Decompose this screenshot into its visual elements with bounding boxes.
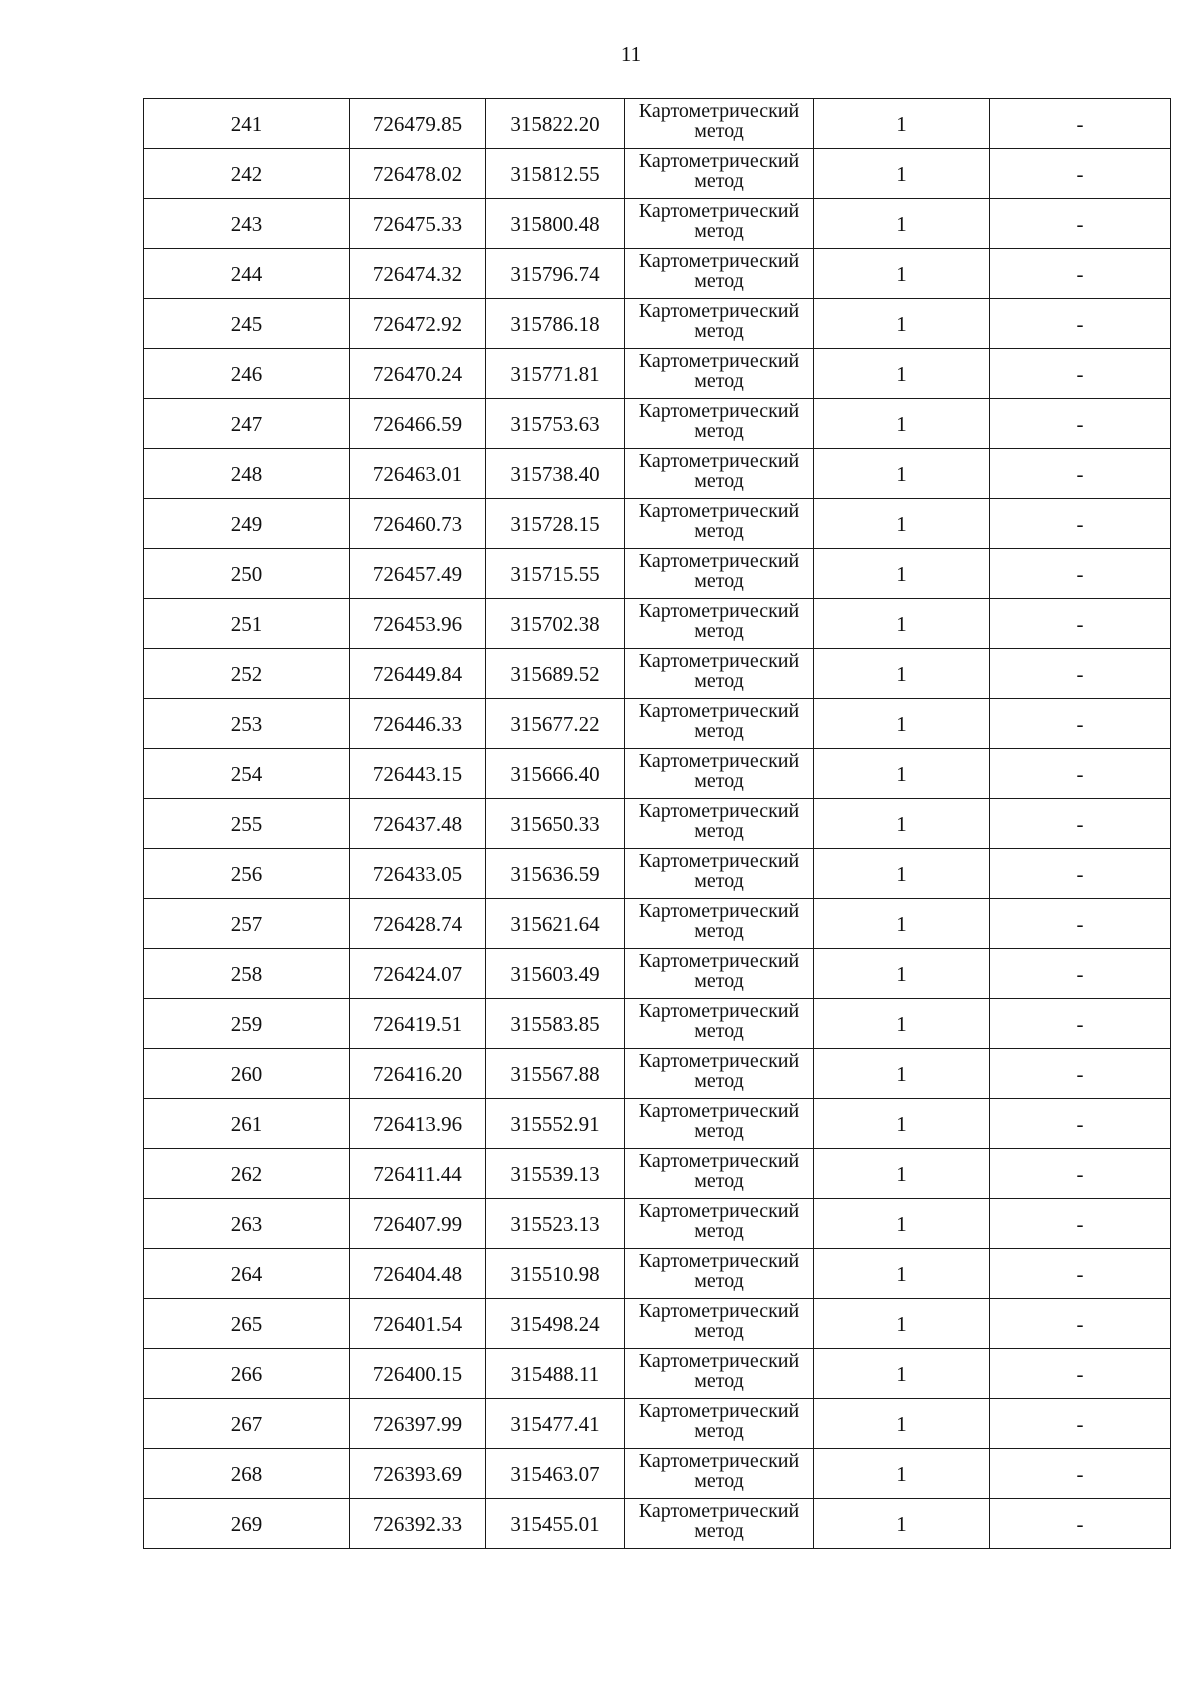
y-coordinate-cell: 315603.49	[486, 949, 625, 999]
table-row	[144, 599, 1171, 649]
description-cell: -	[990, 699, 1171, 749]
method-cell	[625, 199, 814, 249]
method-line-1: Картометрический	[638, 100, 800, 122]
x-coordinate-cell: 726470.24	[350, 349, 486, 399]
table-row	[144, 299, 1171, 349]
accuracy-cell: 1	[814, 1449, 990, 1499]
y-coordinate-cell: 315738.40	[486, 449, 625, 499]
point-number-cell: 241	[144, 99, 350, 149]
method-cell	[625, 1049, 814, 1099]
point-number-cell: 243	[144, 199, 350, 249]
point-number-cell: 266	[144, 1349, 350, 1399]
table-row	[144, 399, 1171, 449]
point-number-cell: 244	[144, 249, 350, 299]
method-cell	[625, 1449, 814, 1499]
method-cell	[625, 1499, 814, 1549]
accuracy-cell: 1	[814, 299, 990, 349]
table-row	[144, 549, 1171, 599]
method-line-2: метод	[694, 1370, 744, 1392]
y-coordinate-cell: 315567.88	[486, 1049, 625, 1099]
table-row	[144, 899, 1171, 949]
page-number: 11	[620, 42, 642, 66]
table-row	[144, 1099, 1171, 1149]
x-coordinate-cell: 726478.02	[350, 149, 486, 199]
method-line-2: метод	[694, 620, 744, 642]
method-line-1: Картометрический	[638, 900, 800, 922]
table-row	[144, 1449, 1171, 1499]
description-cell: -	[990, 999, 1171, 1049]
description-cell: -	[990, 249, 1171, 299]
method-line-2: метод	[694, 170, 744, 192]
x-coordinate-cell: 726413.96	[350, 1099, 486, 1149]
accuracy-cell: 1	[814, 449, 990, 499]
accuracy-cell: 1	[814, 1399, 990, 1449]
description-cell: -	[990, 299, 1171, 349]
y-coordinate-cell: 315800.48	[486, 199, 625, 249]
method-line-2: метод	[694, 270, 744, 292]
y-coordinate-cell: 315636.59	[486, 849, 625, 899]
x-coordinate-cell: 726437.48	[350, 799, 486, 849]
description-cell: -	[990, 449, 1171, 499]
method-line-2: метод	[694, 670, 744, 692]
method-cell	[625, 649, 814, 699]
method-line-1: Картометрический	[638, 450, 800, 472]
table-row	[144, 1249, 1171, 1299]
y-coordinate-cell: 315523.13	[486, 1199, 625, 1249]
point-number-cell: 242	[144, 149, 350, 199]
description-cell: -	[990, 1049, 1171, 1099]
x-coordinate-cell: 726443.15	[350, 749, 486, 799]
accuracy-cell: 1	[814, 949, 990, 999]
method-cell	[625, 99, 814, 149]
accuracy-cell: 1	[814, 999, 990, 1049]
x-coordinate-cell: 726400.15	[350, 1349, 486, 1399]
method-line-2: метод	[694, 1020, 744, 1042]
x-coordinate-cell: 726433.05	[350, 849, 486, 899]
x-coordinate-cell: 726428.74	[350, 899, 486, 949]
method-line-2: метод	[694, 120, 744, 142]
point-number-cell: 246	[144, 349, 350, 399]
method-line-2: метод	[694, 1170, 744, 1192]
method-line-2: метод	[694, 1420, 744, 1442]
x-coordinate-cell: 726463.01	[350, 449, 486, 499]
y-coordinate-cell: 315715.55	[486, 549, 625, 599]
accuracy-cell: 1	[814, 1499, 990, 1549]
y-coordinate-cell: 315822.20	[486, 99, 625, 149]
y-coordinate-cell: 315498.24	[486, 1299, 625, 1349]
description-cell: -	[990, 1249, 1171, 1299]
method-line-2: метод	[694, 720, 744, 742]
y-coordinate-cell: 315621.64	[486, 899, 625, 949]
y-coordinate-cell: 315786.18	[486, 299, 625, 349]
accuracy-cell: 1	[814, 499, 990, 549]
point-number-cell: 254	[144, 749, 350, 799]
method-cell	[625, 999, 814, 1049]
x-coordinate-cell: 726411.44	[350, 1149, 486, 1199]
description-cell: -	[990, 149, 1171, 199]
method-line-2: метод	[694, 870, 744, 892]
accuracy-cell: 1	[814, 1049, 990, 1099]
method-line-1: Картометрический	[638, 1350, 800, 1372]
method-line-2: метод	[694, 570, 744, 592]
method-cell	[625, 1349, 814, 1399]
method-cell	[625, 549, 814, 599]
table-row	[144, 1299, 1171, 1349]
x-coordinate-cell: 726449.84	[350, 649, 486, 699]
table-row	[144, 1499, 1171, 1549]
method-cell	[625, 699, 814, 749]
point-number-cell: 259	[144, 999, 350, 1049]
point-number-cell: 247	[144, 399, 350, 449]
table-row	[144, 949, 1171, 999]
accuracy-cell: 1	[814, 1149, 990, 1199]
method-line-1: Картометрический	[638, 950, 800, 972]
method-line-1: Картометрический	[638, 200, 800, 222]
table-row	[144, 449, 1171, 499]
method-line-1: Картометрический	[638, 800, 800, 822]
method-line-1: Картометрический	[638, 1500, 800, 1522]
description-cell: -	[990, 499, 1171, 549]
method-cell	[625, 499, 814, 549]
method-cell	[625, 449, 814, 499]
method-line-2: метод	[694, 1520, 744, 1542]
method-line-2: метод	[694, 1220, 744, 1242]
y-coordinate-cell: 315583.85	[486, 999, 625, 1049]
description-cell: -	[990, 749, 1171, 799]
method-cell	[625, 1299, 814, 1349]
table-row	[144, 849, 1171, 899]
x-coordinate-cell: 726407.99	[350, 1199, 486, 1249]
x-coordinate-cell: 726472.92	[350, 299, 486, 349]
accuracy-cell: 1	[814, 899, 990, 949]
table-row	[144, 1149, 1171, 1199]
method-line-1: Картометрический	[638, 150, 800, 172]
method-cell	[625, 299, 814, 349]
table-row	[144, 1349, 1171, 1399]
y-coordinate-cell: 315812.55	[486, 149, 625, 199]
method-line-2: метод	[694, 1270, 744, 1292]
y-coordinate-cell: 315796.74	[486, 249, 625, 299]
method-line-1: Картометрический	[638, 1400, 800, 1422]
point-number-cell: 265	[144, 1299, 350, 1349]
method-line-1: Картометрический	[638, 1150, 800, 1172]
point-number-cell: 263	[144, 1199, 350, 1249]
method-line-1: Картометрический	[638, 750, 800, 772]
method-line-2: метод	[694, 320, 744, 342]
y-coordinate-cell: 315689.52	[486, 649, 625, 699]
point-number-cell: 264	[144, 1249, 350, 1299]
point-number-cell: 269	[144, 1499, 350, 1549]
accuracy-cell: 1	[814, 799, 990, 849]
method-line-2: метод	[694, 470, 744, 492]
y-coordinate-cell: 315666.40	[486, 749, 625, 799]
table-row	[144, 999, 1171, 1049]
table-row	[144, 1049, 1171, 1099]
table-row	[144, 749, 1171, 799]
method-line-1: Картометрический	[638, 300, 800, 322]
method-line-1: Картометрический	[638, 1250, 800, 1272]
method-cell	[625, 849, 814, 899]
description-cell: -	[990, 1449, 1171, 1499]
point-number-cell: 253	[144, 699, 350, 749]
method-line-1: Картометрический	[638, 850, 800, 872]
point-number-cell: 245	[144, 299, 350, 349]
method-cell	[625, 799, 814, 849]
point-number-cell: 262	[144, 1149, 350, 1199]
method-cell	[625, 149, 814, 199]
method-line-2: метод	[694, 1470, 744, 1492]
x-coordinate-cell: 726392.33	[350, 1499, 486, 1549]
description-cell: -	[990, 399, 1171, 449]
description-cell: -	[990, 849, 1171, 899]
y-coordinate-cell: 315455.01	[486, 1499, 625, 1549]
accuracy-cell: 1	[814, 699, 990, 749]
y-coordinate-cell: 315552.91	[486, 1099, 625, 1149]
description-cell: -	[990, 899, 1171, 949]
accuracy-cell: 1	[814, 749, 990, 799]
x-coordinate-cell: 726393.69	[350, 1449, 486, 1499]
description-cell: -	[990, 1499, 1171, 1549]
method-line-2: метод	[694, 920, 744, 942]
accuracy-cell: 1	[814, 199, 990, 249]
method-line-1: Картометрический	[638, 500, 800, 522]
method-line-2: метод	[694, 1120, 744, 1142]
description-cell: -	[990, 599, 1171, 649]
table-row	[144, 149, 1171, 199]
point-number-cell: 248	[144, 449, 350, 499]
x-coordinate-cell: 726419.51	[350, 999, 486, 1049]
point-number-cell: 256	[144, 849, 350, 899]
method-cell	[625, 349, 814, 399]
point-number-cell: 252	[144, 649, 350, 699]
x-coordinate-cell: 726475.33	[350, 199, 486, 249]
method-cell	[625, 899, 814, 949]
method-line-2: метод	[694, 1070, 744, 1092]
method-cell	[625, 749, 814, 799]
table-row	[144, 1399, 1171, 1449]
x-coordinate-cell: 726460.73	[350, 499, 486, 549]
table-row	[144, 249, 1171, 299]
method-line-1: Картометрический	[638, 600, 800, 622]
method-line-1: Картометрический	[638, 1300, 800, 1322]
method-line-2: метод	[694, 1320, 744, 1342]
point-number-cell: 250	[144, 549, 350, 599]
method-cell	[625, 1399, 814, 1449]
description-cell: -	[990, 1199, 1171, 1249]
description-cell: -	[990, 1399, 1171, 1449]
table-body	[144, 99, 1171, 1549]
point-number-cell: 261	[144, 1099, 350, 1149]
method-line-1: Картометрический	[638, 350, 800, 372]
table-row	[144, 649, 1171, 699]
method-line-1: Картометрический	[638, 700, 800, 722]
point-number-cell: 249	[144, 499, 350, 549]
method-line-1: Картометрический	[638, 1050, 800, 1072]
point-number-cell: 267	[144, 1399, 350, 1449]
accuracy-cell: 1	[814, 1249, 990, 1299]
description-cell: -	[990, 1349, 1171, 1399]
y-coordinate-cell: 315488.11	[486, 1349, 625, 1399]
point-number-cell: 255	[144, 799, 350, 849]
accuracy-cell: 1	[814, 249, 990, 299]
y-coordinate-cell: 315677.22	[486, 699, 625, 749]
table-row	[144, 1199, 1171, 1249]
description-cell: -	[990, 349, 1171, 399]
method-line-1: Картометрический	[638, 550, 800, 572]
accuracy-cell: 1	[814, 399, 990, 449]
accuracy-cell: 1	[814, 649, 990, 699]
method-line-1: Картометрический	[638, 1450, 800, 1472]
method-line-2: метод	[694, 220, 744, 242]
description-cell: -	[990, 549, 1171, 599]
y-coordinate-cell: 315463.07	[486, 1449, 625, 1499]
x-coordinate-cell: 726397.99	[350, 1399, 486, 1449]
accuracy-cell: 1	[814, 99, 990, 149]
y-coordinate-cell: 315477.41	[486, 1399, 625, 1449]
accuracy-cell: 1	[814, 349, 990, 399]
method-line-1: Картометрический	[638, 400, 800, 422]
accuracy-cell: 1	[814, 1099, 990, 1149]
point-number-cell: 268	[144, 1449, 350, 1499]
x-coordinate-cell: 726401.54	[350, 1299, 486, 1349]
x-coordinate-cell: 726466.59	[350, 399, 486, 449]
accuracy-cell: 1	[814, 1299, 990, 1349]
x-coordinate-cell: 726416.20	[350, 1049, 486, 1099]
description-cell: -	[990, 99, 1171, 149]
accuracy-cell: 1	[814, 599, 990, 649]
y-coordinate-cell: 315510.98	[486, 1249, 625, 1299]
description-cell: -	[990, 649, 1171, 699]
coordinates-table	[143, 98, 1171, 1549]
method-cell	[625, 399, 814, 449]
method-cell	[625, 249, 814, 299]
accuracy-cell: 1	[814, 549, 990, 599]
y-coordinate-cell: 315702.38	[486, 599, 625, 649]
method-cell	[625, 949, 814, 999]
method-line-2: метод	[694, 970, 744, 992]
point-number-cell: 257	[144, 899, 350, 949]
table-row	[144, 799, 1171, 849]
method-cell	[625, 1099, 814, 1149]
method-line-1: Картометрический	[638, 250, 800, 272]
table-row	[144, 199, 1171, 249]
table-row	[144, 699, 1171, 749]
x-coordinate-cell: 726479.85	[350, 99, 486, 149]
point-number-cell: 251	[144, 599, 350, 649]
method-line-1: Картометрический	[638, 1200, 800, 1222]
description-cell: -	[990, 949, 1171, 999]
description-cell: -	[990, 199, 1171, 249]
x-coordinate-cell: 726453.96	[350, 599, 486, 649]
y-coordinate-cell: 315728.15	[486, 499, 625, 549]
x-coordinate-cell: 726424.07	[350, 949, 486, 999]
y-coordinate-cell: 315650.33	[486, 799, 625, 849]
x-coordinate-cell: 726474.32	[350, 249, 486, 299]
method-line-1: Картометрический	[638, 1100, 800, 1122]
accuracy-cell: 1	[814, 1349, 990, 1399]
description-cell: -	[990, 1149, 1171, 1199]
accuracy-cell: 1	[814, 849, 990, 899]
y-coordinate-cell: 315753.63	[486, 399, 625, 449]
method-cell	[625, 1149, 814, 1199]
y-coordinate-cell: 315539.13	[486, 1149, 625, 1199]
x-coordinate-cell: 726457.49	[350, 549, 486, 599]
accuracy-cell: 1	[814, 1199, 990, 1249]
method-line-2: метод	[694, 820, 744, 842]
method-cell	[625, 1199, 814, 1249]
x-coordinate-cell: 726446.33	[350, 699, 486, 749]
point-number-cell: 260	[144, 1049, 350, 1099]
table-row	[144, 499, 1171, 549]
method-cell	[625, 1249, 814, 1299]
table-row	[144, 99, 1171, 149]
description-cell: -	[990, 799, 1171, 849]
x-coordinate-cell: 726404.48	[350, 1249, 486, 1299]
point-number-cell: 258	[144, 949, 350, 999]
description-cell: -	[990, 1299, 1171, 1349]
method-line-2: метод	[694, 770, 744, 792]
method-line-2: метод	[694, 370, 744, 392]
table-row	[144, 349, 1171, 399]
description-cell: -	[990, 1099, 1171, 1149]
method-line-1: Картометрический	[638, 650, 800, 672]
accuracy-cell: 1	[814, 149, 990, 199]
y-coordinate-cell: 315771.81	[486, 349, 625, 399]
method-line-1: Картометрический	[638, 1000, 800, 1022]
method-cell	[625, 599, 814, 649]
method-line-2: метод	[694, 520, 744, 542]
method-line-2: метод	[694, 420, 744, 442]
